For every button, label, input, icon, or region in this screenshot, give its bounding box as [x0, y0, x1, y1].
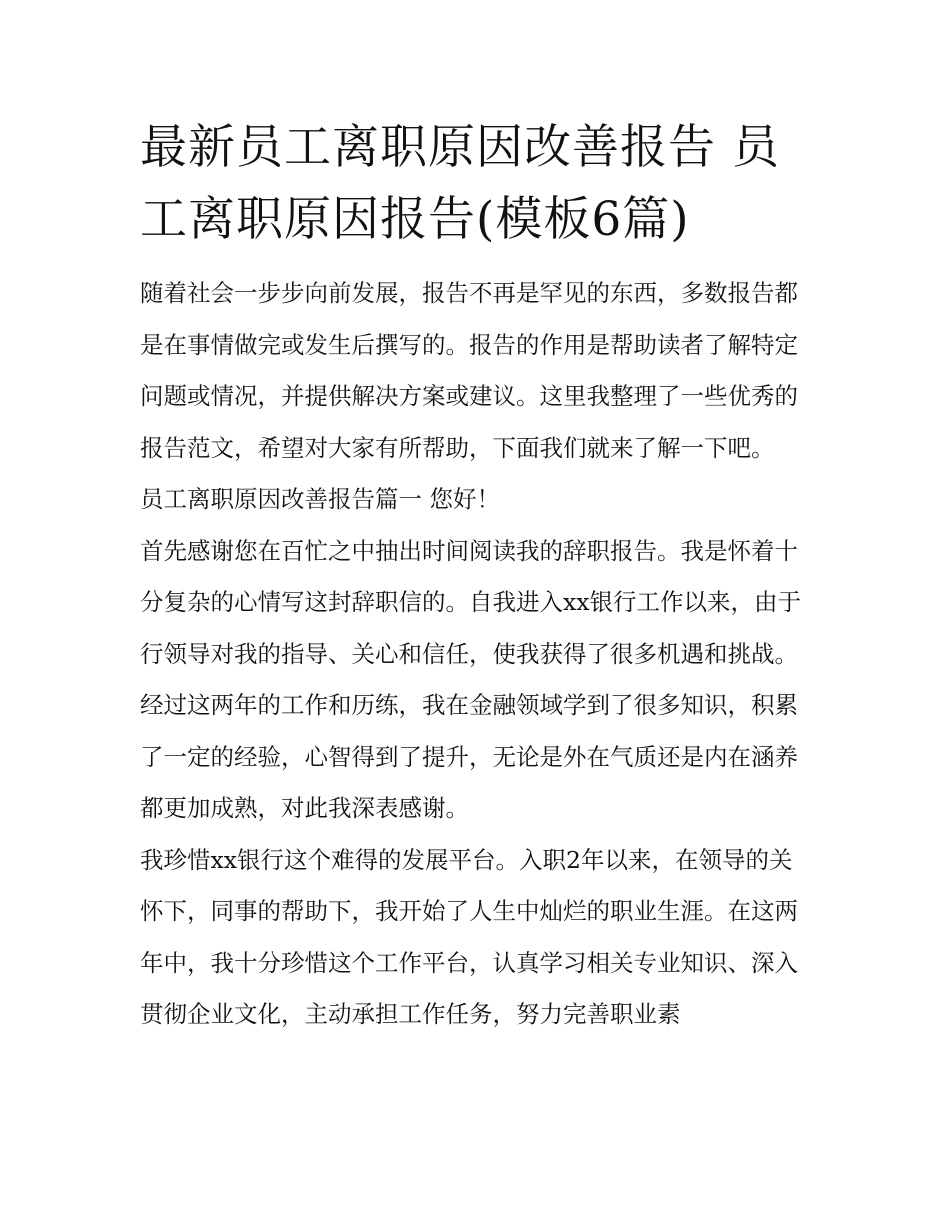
intro-paragraph: 随着社会一步步向前发展，报告不再是罕见的东西，多数报告都是在事情做完或发生后撰写的。报告的作用是帮助读者了解特定问题或情况，并提供解决方案或建议。这里我整理了一些优秀的报告范文，希望对大家有所帮助，下面我们就来了解一下吧。	[140, 279, 798, 462]
document-body	[140, 112, 812, 1041]
section-heading-paragraph: 员工离职原因改善报告篇一 您好！	[140, 485, 500, 513]
paragraph-list	[140, 268, 812, 1041]
body-paragraph: 我珍惜xx银行这个难得的发展平台。入职2年以来，在领导的关怀下，同事的帮助下，我开始了人生中灿烂的职业生涯。在这两年中，我十分珍惜这个工作平台，认真学习相关专业知识、深入贯彻企业文化，主动承担工作任务，努力完善职业素	[140, 845, 798, 1028]
document-title: 最新员工离职原因改善报告 员工离职原因报告(模板6篇)	[140, 120, 780, 247]
body-paragraph: 首先感谢您在百忙之中抽出时间阅读我的辞职报告。我是怀着十分复杂的心情写这封辞职信的。自我进入xx银行工作以来，由于行领导对我的指导、关心和信任，使我获得了很多机遇和挑战。经过这两年的工作和历练，我在金融领域学到了很多知识，积累了一定的经验，心智得到了提升，无论是外在气质还是内在涵养都更加成熟，对此我深表感谢。	[140, 536, 802, 822]
